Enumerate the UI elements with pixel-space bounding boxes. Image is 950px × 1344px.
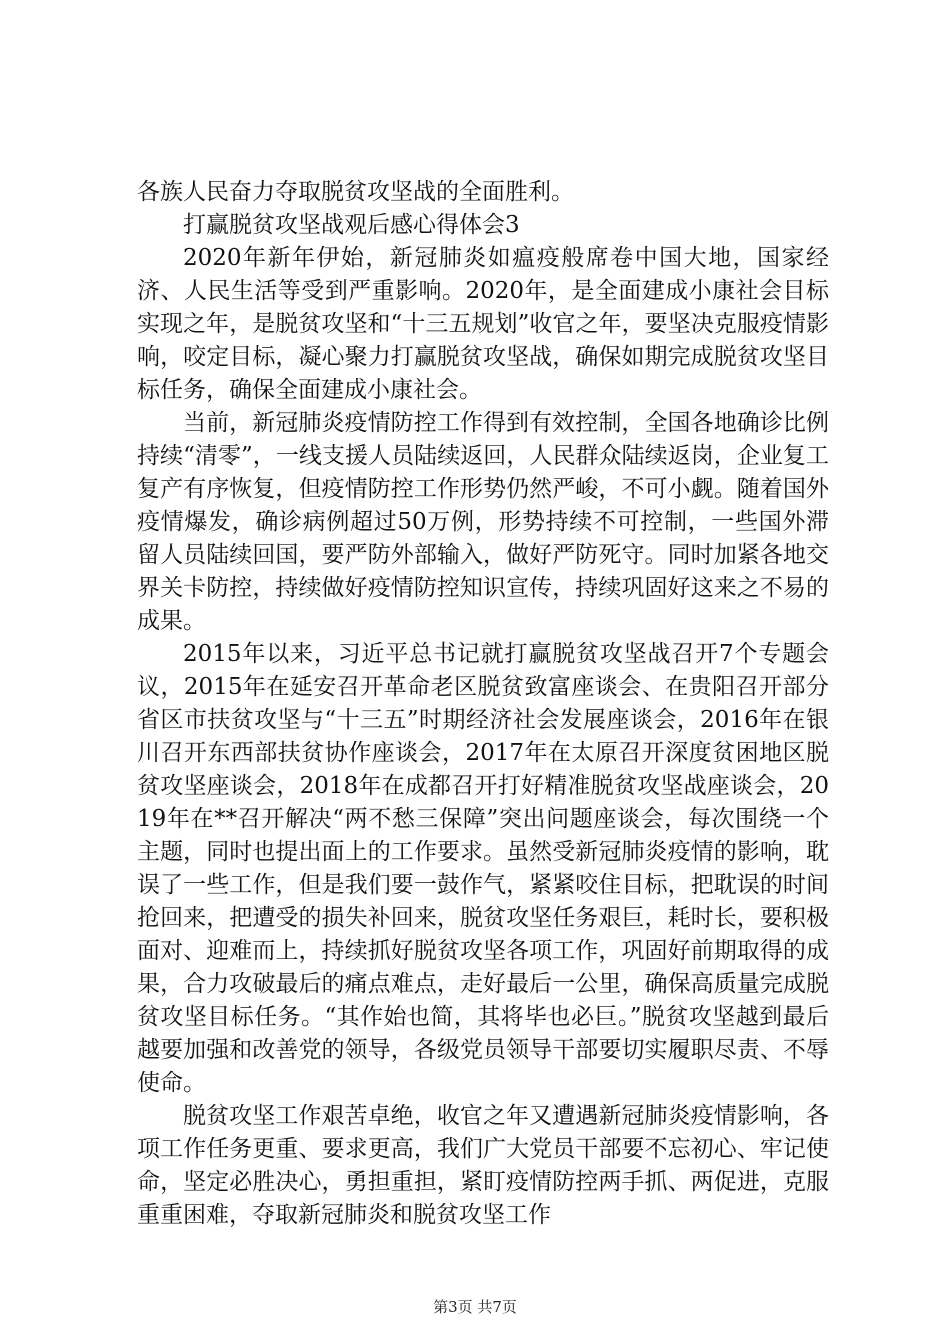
section-heading: 打赢脱贫攻坚战观后感心得体会3: [183, 212, 520, 238]
paragraph-4: 脱贫攻坚工作艰苦卓绝，收官之年又遭遇新冠肺炎疫情影响，各项工作任务更重、要求更高，我们广大党员干部要不忘初心、牢记使命，坚定必胜决心，勇担重担，紧盯疫情防控两手抓、两促进，克服重重困难，夺取新冠肺炎和脱贫攻坚工作: [137, 1103, 829, 1228]
paragraph-1: 2020年新年伊始，新冠肺炎如瘟疫般席卷中国大地，国家经济、人民生活等受到严重影响。2020年，是全面建成小康社会目标实现之年，是脱贫攻坚和“十三五规划”收官之年，要坚决克服疫情影响，咬定目标，凝心聚力打赢脱贫攻坚战，确保如期完成脱贫攻坚目标任务，确保全面建成小康社会。: [137, 245, 829, 403]
paragraph-3: 2015年以来，习近平总书记就打赢脱贫攻坚战召开7个专题会议，2015年在延安召开革命老区脱贫致富座谈会、在贵阳召开部分省区市扶贫攻坚与“十三五”时期经济社会发展座谈会，2016年在银川召开东西部扶贫协作座谈会，2017年在太原召开深度贫困地区脱贫攻坚座谈会，2018年在成都召开打好精准脱贫攻坚战座谈会，2019年在**召开解决“两不愁三保障”突出问题座谈会，每次围绕一个主题，同时也提出面上的工作要求。虽然受新冠肺炎疫情的影响，耽误了一些工作，但是我们要一鼓作气，紧紧咬住目标，把耽误的时间抢回来，把遭受的损失补回来，脱贫攻坚任务艰巨，耗时长，要积极面对、迎难而上，持续抓好脱贫攻坚各项工作，巩固好前期取得的成果，合力攻破最后的痛点难点，走好最后一公里，确保高质量完成脱贫攻坚目标任务。“其作始也简，其将毕也必巨。”脱贫攻坚越到最后越要加强和改善党的领导，各级党员领导干部要切实履职尽责、不辱使命。: [137, 641, 829, 1096]
page-footer: 第3页 共7页: [433, 1298, 517, 1316]
paragraph-2: 当前，新冠肺炎疫情防控工作得到有效控制，全国各地确诊比例持续“清零”，一线支援人员陆续返回，人民群众陆续返岗，企业复工复产有序恢复，但疫情防控工作形势仍然严峻，不可小觑。随着国外疫情爆发，确诊病例超过50万例，形势持续不可控制，一些国外滞留人员陆续回国，要严防外部输入，做好严防死守。同时加紧各地交界关卡防控，持续做好疫情防控知识宣传，持续巩固好这来之不易的成果。: [137, 410, 829, 634]
continued-line: 各族人民奋力夺取脱贫攻坚战的全面胜利。: [137, 179, 574, 205]
document-body: [137, 176, 829, 1232]
